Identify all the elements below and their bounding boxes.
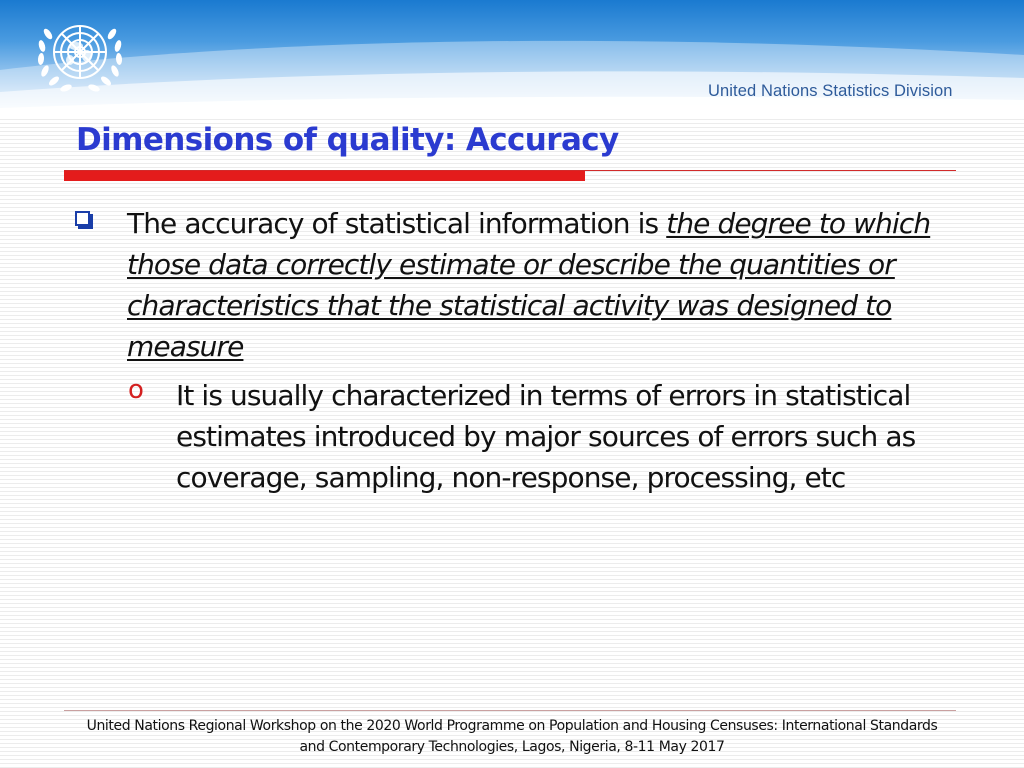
- bullet-lead-text: The accuracy of statistical information is: [127, 207, 667, 240]
- sub-bullet-text: It is usually characterized in terms of errors in statistical estimates introduced by major sources of errors such as coverage, sampling, non-response, processing, etc: [176, 379, 916, 494]
- footer: [0, 716, 1024, 758]
- checkbox-bullet-icon: [75, 211, 90, 226]
- un-emblem-icon: [26, 8, 134, 104]
- title-divider-accent: [64, 171, 585, 181]
- footer-line-2: and Contemporary Technologies, Lagos, Nigeria, 8-11 May 2017: [299, 739, 725, 755]
- footer-divider: [64, 710, 956, 711]
- accuracy-definition: the degree to which those data correctly estimate or describe the quantities or characteristics that the statistical activity was designed to measure: [127, 207, 931, 363]
- organization-label: United Nations Statistics Division: [708, 82, 953, 100]
- slide-title: Dimensions of quality: Accuracy: [76, 122, 619, 158]
- footer-line-1: United Nations Regional Workshop on the 2020 World Programme on Population and Housing Censuses: International Standards: [86, 718, 938, 734]
- main-bullet-text: [127, 203, 977, 367]
- sub-bullet-marker: o: [128, 375, 144, 405]
